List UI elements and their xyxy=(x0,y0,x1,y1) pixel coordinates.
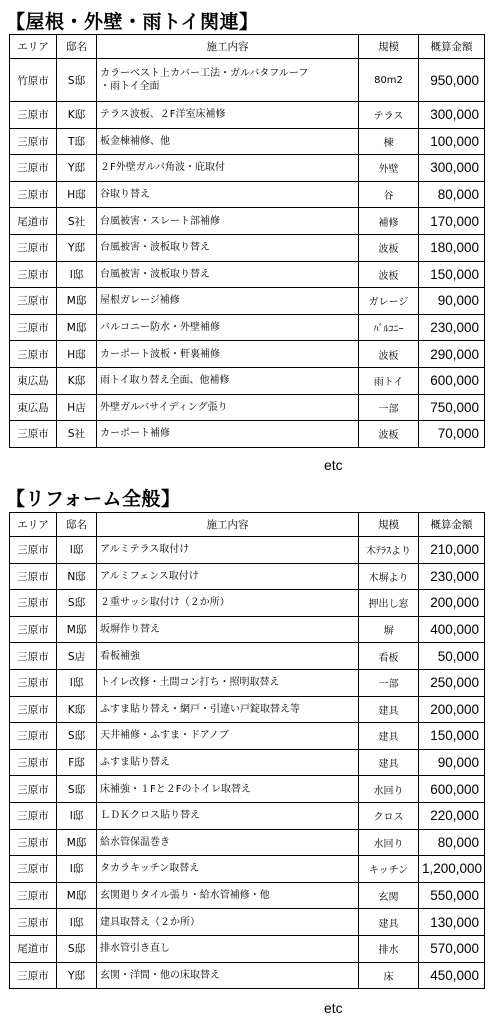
table-row xyxy=(10,829,485,856)
work-description-line: 床補強・１Fと２Fのトイレ取替え xyxy=(100,783,252,795)
roof-works-table xyxy=(9,34,485,448)
table-header-row xyxy=(10,35,485,59)
scale-cell: 水回り xyxy=(359,829,419,856)
area-cell: 尾道市 xyxy=(10,935,57,962)
work-description-cell xyxy=(97,181,359,208)
work-description-cell xyxy=(97,314,359,341)
work-description-cell xyxy=(97,341,359,368)
section-title-reform: 【リフォーム全般】 xyxy=(6,488,181,510)
area-cell: 三原市 xyxy=(10,856,57,883)
client-name-cell: S店 xyxy=(57,643,97,670)
client-name-cell: N邸 xyxy=(57,563,97,590)
table-row xyxy=(10,590,485,617)
area-cell: 三原市 xyxy=(10,234,57,261)
amount-cell: 80,000 xyxy=(419,181,485,208)
work-description-cell xyxy=(97,696,359,723)
client-name-cell: I邸 xyxy=(57,856,97,883)
work-description-cell xyxy=(97,616,359,643)
scale-cell: 一部 xyxy=(359,394,419,421)
area-cell: 三原市 xyxy=(10,288,57,315)
amount-cell: 750,000 xyxy=(419,394,485,421)
table-row xyxy=(10,537,485,564)
work-description-line: アルミフェンス取付け xyxy=(100,570,199,582)
client-name-cell: S邸 xyxy=(57,590,97,617)
area-cell: 三原市 xyxy=(10,181,57,208)
area-cell: 三原市 xyxy=(10,643,57,670)
work-description-line: 天井補修・ふすま・ドアノブ xyxy=(100,730,229,742)
client-name-cell: S社 xyxy=(57,208,97,235)
scale-cell: 排水 xyxy=(359,935,419,962)
scale-cell: ﾊﾞﾙｺﾆｰ xyxy=(359,314,419,341)
scale-cell: ガレージ xyxy=(359,288,419,315)
area-cell: 三原市 xyxy=(10,590,57,617)
scale-cell: 波板 xyxy=(359,341,419,368)
etc-note-reform: etc xyxy=(324,1000,343,1016)
work-description-cell xyxy=(97,367,359,394)
header-work: 施工内容 xyxy=(97,35,359,59)
scale-cell: 建具 xyxy=(359,749,419,776)
amount-cell: 80,000 xyxy=(419,829,485,856)
area-cell: 三原市 xyxy=(10,102,57,129)
work-description-line: カーポート波板・軒裏補修 xyxy=(100,348,220,360)
work-description-cell xyxy=(97,155,359,182)
work-description-cell xyxy=(97,962,359,989)
work-description-cell xyxy=(97,723,359,750)
header-area: エリア xyxy=(10,35,57,59)
area-cell: 三原市 xyxy=(10,749,57,776)
reform-works-table xyxy=(9,512,485,989)
work-description-cell xyxy=(97,537,359,564)
work-description-cell xyxy=(97,288,359,315)
table-row xyxy=(10,856,485,883)
work-description-line: 玄関廻りタイル張り・給水管補修・他 xyxy=(100,890,270,902)
work-description-line: 雨トイ取り替え全面、他補修 xyxy=(100,375,230,387)
work-description-line: ２重サッシ取付け（２か所） xyxy=(100,597,230,609)
area-cell: 三原市 xyxy=(10,128,57,155)
amount-cell: 200,000 xyxy=(419,590,485,617)
work-description-cell xyxy=(97,909,359,936)
header-name: 邸名 xyxy=(57,35,97,59)
work-description-line: 排水管引き直し xyxy=(100,943,170,955)
area-cell: 三原市 xyxy=(10,314,57,341)
work-description-line: カーポート補修 xyxy=(100,428,170,440)
client-name-cell: Y邸 xyxy=(57,155,97,182)
table-row xyxy=(10,616,485,643)
amount-cell: 400,000 xyxy=(419,616,485,643)
client-name-cell: Y邸 xyxy=(57,234,97,261)
scale-cell: クロス xyxy=(359,802,419,829)
table-row xyxy=(10,909,485,936)
table-row xyxy=(10,696,485,723)
area-cell: 三原市 xyxy=(10,616,57,643)
work-description-line: ＬＤＫクロス貼り替え xyxy=(100,810,200,822)
scale-cell: 押出し窓 xyxy=(359,590,419,617)
client-name-cell: S邸 xyxy=(57,776,97,803)
client-name-cell: I邸 xyxy=(57,261,97,288)
amount-cell: 450,000 xyxy=(419,962,485,989)
amount-cell: 210,000 xyxy=(419,537,485,564)
header-amount: 概算金額 xyxy=(419,35,485,59)
amount-cell: 50,000 xyxy=(419,643,485,670)
area-cell: 東広島 xyxy=(10,367,57,394)
scale-cell: 雨トイ xyxy=(359,367,419,394)
area-cell: 三原市 xyxy=(10,776,57,803)
amount-cell: 180,000 xyxy=(419,234,485,261)
table-row xyxy=(10,394,485,421)
work-description-line: 屋根ガレージ補修 xyxy=(100,295,180,307)
scale-cell: 棟 xyxy=(359,128,419,155)
table-row xyxy=(10,314,485,341)
work-description-cell xyxy=(97,394,359,421)
work-description-line: 看板補強 xyxy=(100,650,140,662)
work-description-cell xyxy=(97,802,359,829)
scale-cell: 木塀より xyxy=(359,563,419,590)
work-description-cell xyxy=(97,590,359,617)
client-name-cell: K邸 xyxy=(57,102,97,129)
work-description-line: 台風被害・波板取り替え xyxy=(100,268,210,280)
header-amount: 概算金額 xyxy=(419,513,485,537)
table-row xyxy=(10,802,485,829)
scale-cell: 建具 xyxy=(359,696,419,723)
client-name-cell: S社 xyxy=(57,421,97,448)
area-cell: 三原市 xyxy=(10,669,57,696)
work-description-line: テラス波板、２F洋室床補修 xyxy=(100,109,226,121)
area-cell: 三原市 xyxy=(10,341,57,368)
area-cell: 三原市 xyxy=(10,563,57,590)
scale-cell: 木ﾃﾗｽより xyxy=(359,537,419,564)
work-description-line: ふすま貼り替え xyxy=(100,757,170,769)
work-description-line: タカラキッチン取替え xyxy=(100,863,200,875)
client-name-cell: S邸 xyxy=(57,59,97,102)
table-row xyxy=(10,288,485,315)
scale-cell: 谷 xyxy=(359,181,419,208)
amount-cell: 250,000 xyxy=(419,669,485,696)
work-description-line: ふすま貼り替え・網戸・引違い戸錠取替え等 xyxy=(100,703,300,715)
work-description-cell xyxy=(97,749,359,776)
table-row xyxy=(10,962,485,989)
table-row xyxy=(10,643,485,670)
work-description-line: 建具取替え（２か所） xyxy=(100,916,200,928)
work-description-cell xyxy=(97,643,359,670)
area-cell: 三原市 xyxy=(10,829,57,856)
table-row xyxy=(10,749,485,776)
client-name-cell: T邸 xyxy=(57,128,97,155)
table-row xyxy=(10,669,485,696)
scale-cell: 外壁 xyxy=(359,155,419,182)
table-header-row xyxy=(10,513,485,537)
table-row xyxy=(10,935,485,962)
work-description-line: 板金棟補修、他 xyxy=(100,135,170,147)
table-row xyxy=(10,234,485,261)
work-description-cell xyxy=(97,261,359,288)
amount-cell: 550,000 xyxy=(419,882,485,909)
area-cell: 竹原市 xyxy=(10,59,57,102)
client-name-cell: M邸 xyxy=(57,616,97,643)
amount-cell: 230,000 xyxy=(419,314,485,341)
area-cell: 三原市 xyxy=(10,155,57,182)
client-name-cell: I邸 xyxy=(57,537,97,564)
work-description-line: 坂塀作り替え xyxy=(100,624,160,636)
header-scale: 規模 xyxy=(359,513,419,537)
work-description-line: バルコニー防水・外壁補修 xyxy=(100,322,220,334)
scale-cell: 床 xyxy=(359,962,419,989)
client-name-cell: H邸 xyxy=(57,181,97,208)
client-name-cell: I邸 xyxy=(57,669,97,696)
table-row xyxy=(10,341,485,368)
scale-cell: 一部 xyxy=(359,669,419,696)
amount-cell: 90,000 xyxy=(419,288,485,315)
client-name-cell: H店 xyxy=(57,394,97,421)
work-description-line: トイレ改修・土間コン打ち・照明取替え xyxy=(100,677,280,689)
client-name-cell: K邸 xyxy=(57,367,97,394)
area-cell: 三原市 xyxy=(10,909,57,936)
scale-cell: 波板 xyxy=(359,261,419,288)
work-description-cell xyxy=(97,882,359,909)
amount-cell: 70,000 xyxy=(419,421,485,448)
header-work: 施工内容 xyxy=(97,513,359,537)
client-name-cell: K邸 xyxy=(57,696,97,723)
scale-cell: 補修 xyxy=(359,208,419,235)
work-description-line: 台風被害・波板取り替え xyxy=(100,242,210,254)
area-cell: 三原市 xyxy=(10,802,57,829)
work-description-line: 玄関・洋間・他の床取替え xyxy=(100,969,220,981)
scale-cell: 看板 xyxy=(359,643,419,670)
work-description-cell xyxy=(97,102,359,129)
client-name-cell: M邸 xyxy=(57,882,97,909)
scale-cell: キッチン xyxy=(359,856,419,883)
amount-cell: 100,000 xyxy=(419,128,485,155)
table-row xyxy=(10,261,485,288)
scale-cell: 玄関 xyxy=(359,882,419,909)
work-description-cell xyxy=(97,128,359,155)
scale-cell: 水回り xyxy=(359,776,419,803)
client-name-cell: F邸 xyxy=(57,749,97,776)
work-description-cell xyxy=(97,856,359,883)
amount-cell: 90,000 xyxy=(419,749,485,776)
scale-cell: 建具 xyxy=(359,909,419,936)
amount-cell: 170,000 xyxy=(419,208,485,235)
area-cell: 三原市 xyxy=(10,723,57,750)
work-description-cell xyxy=(97,935,359,962)
table-row xyxy=(10,367,485,394)
table-row xyxy=(10,155,485,182)
amount-cell: 150,000 xyxy=(419,723,485,750)
table-row xyxy=(10,776,485,803)
table-row xyxy=(10,882,485,909)
work-description-line: 外壁ガルバサイディング張り xyxy=(100,401,228,413)
area-cell: 東広島 xyxy=(10,394,57,421)
work-description-line: カラーベスト上カバー工法・ガルバタフルーフ xyxy=(100,68,309,79)
work-description-cell xyxy=(97,563,359,590)
work-description-cell xyxy=(97,829,359,856)
area-cell: 三原市 xyxy=(10,882,57,909)
etc-note-roof: etc xyxy=(324,457,343,473)
scale-cell: テラス xyxy=(359,102,419,129)
client-name-cell: I邸 xyxy=(57,909,97,936)
area-cell: 三原市 xyxy=(10,696,57,723)
header-area: エリア xyxy=(10,513,57,537)
scale-cell: 波板 xyxy=(359,421,419,448)
amount-cell: 570,000 xyxy=(419,935,485,962)
table-row xyxy=(10,723,485,750)
amount-cell: 200,000 xyxy=(419,696,485,723)
amount-cell: 290,000 xyxy=(419,341,485,368)
client-name-cell: Y邸 xyxy=(57,962,97,989)
work-description-cell xyxy=(97,208,359,235)
header-name: 邸名 xyxy=(57,513,97,537)
table-row xyxy=(10,208,485,235)
scale-cell: 80m2 xyxy=(359,59,419,102)
client-name-cell: M邸 xyxy=(57,314,97,341)
client-name-cell: M邸 xyxy=(57,829,97,856)
client-name-cell: S邸 xyxy=(57,723,97,750)
client-name-cell: S邸 xyxy=(57,935,97,962)
table-row xyxy=(10,59,485,102)
work-description-cell xyxy=(97,421,359,448)
client-name-cell: M邸 xyxy=(57,288,97,315)
area-cell: 三原市 xyxy=(10,962,57,989)
work-description-line: ・雨トイ全面 xyxy=(100,81,160,92)
amount-cell: 150,000 xyxy=(419,261,485,288)
area-cell: 三原市 xyxy=(10,421,57,448)
work-description-line: アルミテラス取付け xyxy=(100,544,190,556)
work-description-cell xyxy=(97,234,359,261)
work-description-line: 給水管保温巻き xyxy=(100,836,170,848)
work-description-cell xyxy=(97,669,359,696)
amount-cell: 220,000 xyxy=(419,802,485,829)
area-cell: 尾道市 xyxy=(10,208,57,235)
table-row xyxy=(10,102,485,129)
scale-cell: 波板 xyxy=(359,234,419,261)
amount-cell: 950,000 xyxy=(419,59,485,102)
work-description-line: 台風被害・スレート部補修 xyxy=(100,215,220,227)
amount-cell: 1,200,000 xyxy=(419,856,485,883)
scale-cell: 塀 xyxy=(359,616,419,643)
amount-cell: 300,000 xyxy=(419,155,485,182)
amount-cell: 130,000 xyxy=(419,909,485,936)
section-title-roof: 【屋根・外壁・雨トイ関連】 xyxy=(6,11,259,33)
scale-cell: 建具 xyxy=(359,723,419,750)
client-name-cell: H邸 xyxy=(57,341,97,368)
table-row xyxy=(10,563,485,590)
header-scale: 規模 xyxy=(359,35,419,59)
table-row xyxy=(10,128,485,155)
table-row xyxy=(10,181,485,208)
area-cell: 三原市 xyxy=(10,261,57,288)
work-description-line: 谷取り替え xyxy=(100,189,150,201)
amount-cell: 230,000 xyxy=(419,563,485,590)
work-description-cell xyxy=(97,776,359,803)
work-description-cell xyxy=(97,59,359,102)
work-description-line: ２F外壁ガルバ角波・庇取付 xyxy=(100,162,226,174)
area-cell: 三原市 xyxy=(10,537,57,564)
amount-cell: 600,000 xyxy=(419,367,485,394)
table-row xyxy=(10,421,485,448)
amount-cell: 300,000 xyxy=(419,102,485,129)
amount-cell: 600,000 xyxy=(419,776,485,803)
client-name-cell: I邸 xyxy=(57,802,97,829)
